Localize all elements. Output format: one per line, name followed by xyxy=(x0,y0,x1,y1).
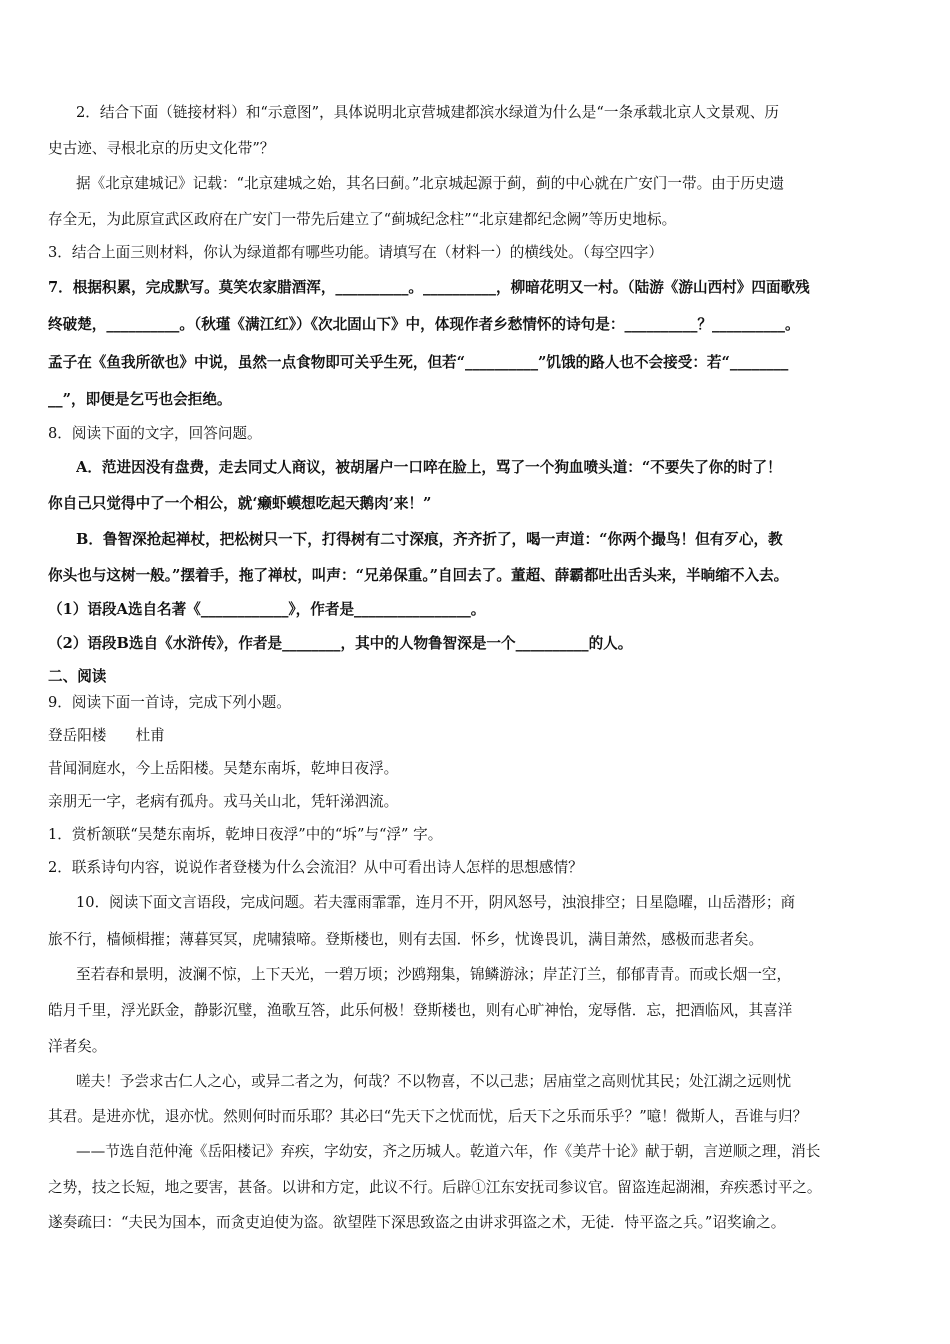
q8-title: 8．阅读下面的文字，回答问题。 xyxy=(48,425,262,442)
section-reading-heading: 二、阅读 xyxy=(48,668,107,685)
q10-line-8: ——节选自范仲淹《岳阳楼记》弃疾，字幼安，齐之历城人。乾道六年，作《美芹十论》献于朝，言逆顺之理，消长 xyxy=(76,1143,821,1160)
poem-line-2: 亲朋无一字，老病有孤舟。戎马关山北，凭轩涕泗流。 xyxy=(48,793,399,810)
q10-line-1: 10．阅读下面文言语段，完成问题。若夫霪雨霏霏，连月不开，阴风怒号，浊浪排空；日星隐曜，山岳潜形；商 xyxy=(76,894,796,911)
q2-line-1: 2．结合下面（链接材料）和“示意图”，具体说明北京营城建都滨水绿道为什么是“一条承载北京人文景观、历 xyxy=(76,104,779,121)
q8-passage-b-line-1: B．鲁智深抢起禅杖，把松树只一下，打得树有二寸深痕，齐齐折了，喝一声道：“你两个撮鸟！但有歹心，教 xyxy=(76,531,783,548)
link-material-line-1: 据《北京建城记》记载：“北京建城之始，其名曰蓟。”北京城起源于蓟，蓟的中心就在广安门一带。由于历史遗 xyxy=(76,175,785,192)
q8-passage-b-line-2: 你头也与这树一般。”摆着手，拖了禅杖，叫声：“兄弟保重。”自回去了。董超、薛霸都吐出舌头来，半晌缩不入去。 xyxy=(48,567,789,584)
q8-sub-1: （1）语段A选自名著《____________》，作者是________________。 xyxy=(48,601,486,618)
q7-line-3: 孟子在《鱼我所欲也》中说，虽然一点食物即可关乎生死，但若“__________”饥饿的路人也不会接受：若“________ xyxy=(48,354,789,371)
q10-line-10: 遂奏疏曰：“夫民为国本，而贪吏迫使为盗。欲望陛下深思致盗之由讲求弭盗之术，无徒．恃平盗之兵。”诏奖谕之。 xyxy=(48,1214,786,1231)
q9-sub-2: 2．联系诗句内容，说说作者登楼为什么会流泪？从中可看出诗人怎样的思想感情？ xyxy=(48,859,583,876)
q9-title: 9．阅读下面一首诗，完成下列小题。 xyxy=(48,694,291,711)
q10-line-3: 至若春和景明，波澜不惊，上下天光，一碧万顷；沙鸥翔集，锦鳞游泳；岸芷汀兰，郁郁青青。而或长烟一空， xyxy=(76,966,792,983)
q3-line: 3．结合上面三则材料，你认为绿道都有哪些功能。请填写在（材料一）的横线处。（每空四字） xyxy=(48,244,663,261)
q9-sub-1: 1．赏析颔联“吴楚东南坼，乾坤日夜浮”中的“坼”与“浮” 字。 xyxy=(48,826,443,843)
q10-line-9: 之势，技之长短，地之要害，甚备。以讲和方定，此议不行。后辟①江东安抚司参议官。留盗连起湖湘，弃疾悉讨平之。 xyxy=(48,1179,822,1196)
poem-line-1: 昔闻洞庭水，今上岳阳楼。吴楚东南坼，乾坤日夜浮。 xyxy=(48,760,399,777)
q2-line-2: 史古迹、寻根北京的历史文化带”？ xyxy=(48,140,275,157)
q8-sub-2: （2）语段B选自《水浒传》，作者是________，其中的人物鲁智深是一个__________的人。 xyxy=(48,635,633,652)
poem-title: 登岳阳楼 杜甫 xyxy=(48,727,165,744)
q10-line-7: 其君。是进亦忧，退亦忧。然则何时而乐耶？其必曰“先天下之忧而忧，后天下之乐而乐乎？”噫！微斯人，吾谁与归？ xyxy=(48,1108,808,1125)
q8-passage-a-line-1: A．范进因没有盘费，走去同丈人商议，被胡屠户一口啐在脸上，骂了一个狗血喷头道：“不要失了你的时了！ xyxy=(76,459,782,476)
q8-passage-a-line-2: 你自己只觉得中了一个相公，就‘癞虾蟆想吃起天鹅肉’来！” xyxy=(48,495,432,512)
link-material-line-2: 存全无，为此原宣武区政府在广安门一带先后建立了“蓟城纪念柱”“北京建都纪念阙”等历史地标。 xyxy=(48,211,677,228)
q10-line-5: 洋者矣。 xyxy=(48,1038,107,1055)
q7-line-2: 终破楚，__________。（秋瑾《满江红》）《次北固山下》中，体现作者乡愁情怀的诗句是：__________？__________。 xyxy=(48,316,800,333)
q7-line-4: __”，即便是乞丐也会拒绝。 xyxy=(48,391,232,408)
q10-line-4: 皓月千里，浮光跃金，静影沉璧，渔歌互答，此乐何极！登斯楼也，则有心旷神怡，宠辱偕．忘，把酒临风，其喜洋 xyxy=(48,1002,793,1019)
q7-line-1: 7．根据积累，完成默写。莫笑农家腊酒浑，__________。__________，柳暗花明又一村。（陆游《游山西村》四面歌残 xyxy=(48,279,810,296)
q10-line-2: 旅不行，樯倾楫摧；薄暮冥冥，虎啸猿啼。登斯楼也，则有去国．怀乡，忧谗畏讥，满目萧然，感极而悲者矣。 xyxy=(48,931,764,948)
q10-line-6: 嗟夫！予尝求古仁人之心，或异二者之为，何哉？不以物喜，不以己悲；居庙堂之高则忧其民；处江湖之远则忧 xyxy=(76,1073,792,1090)
